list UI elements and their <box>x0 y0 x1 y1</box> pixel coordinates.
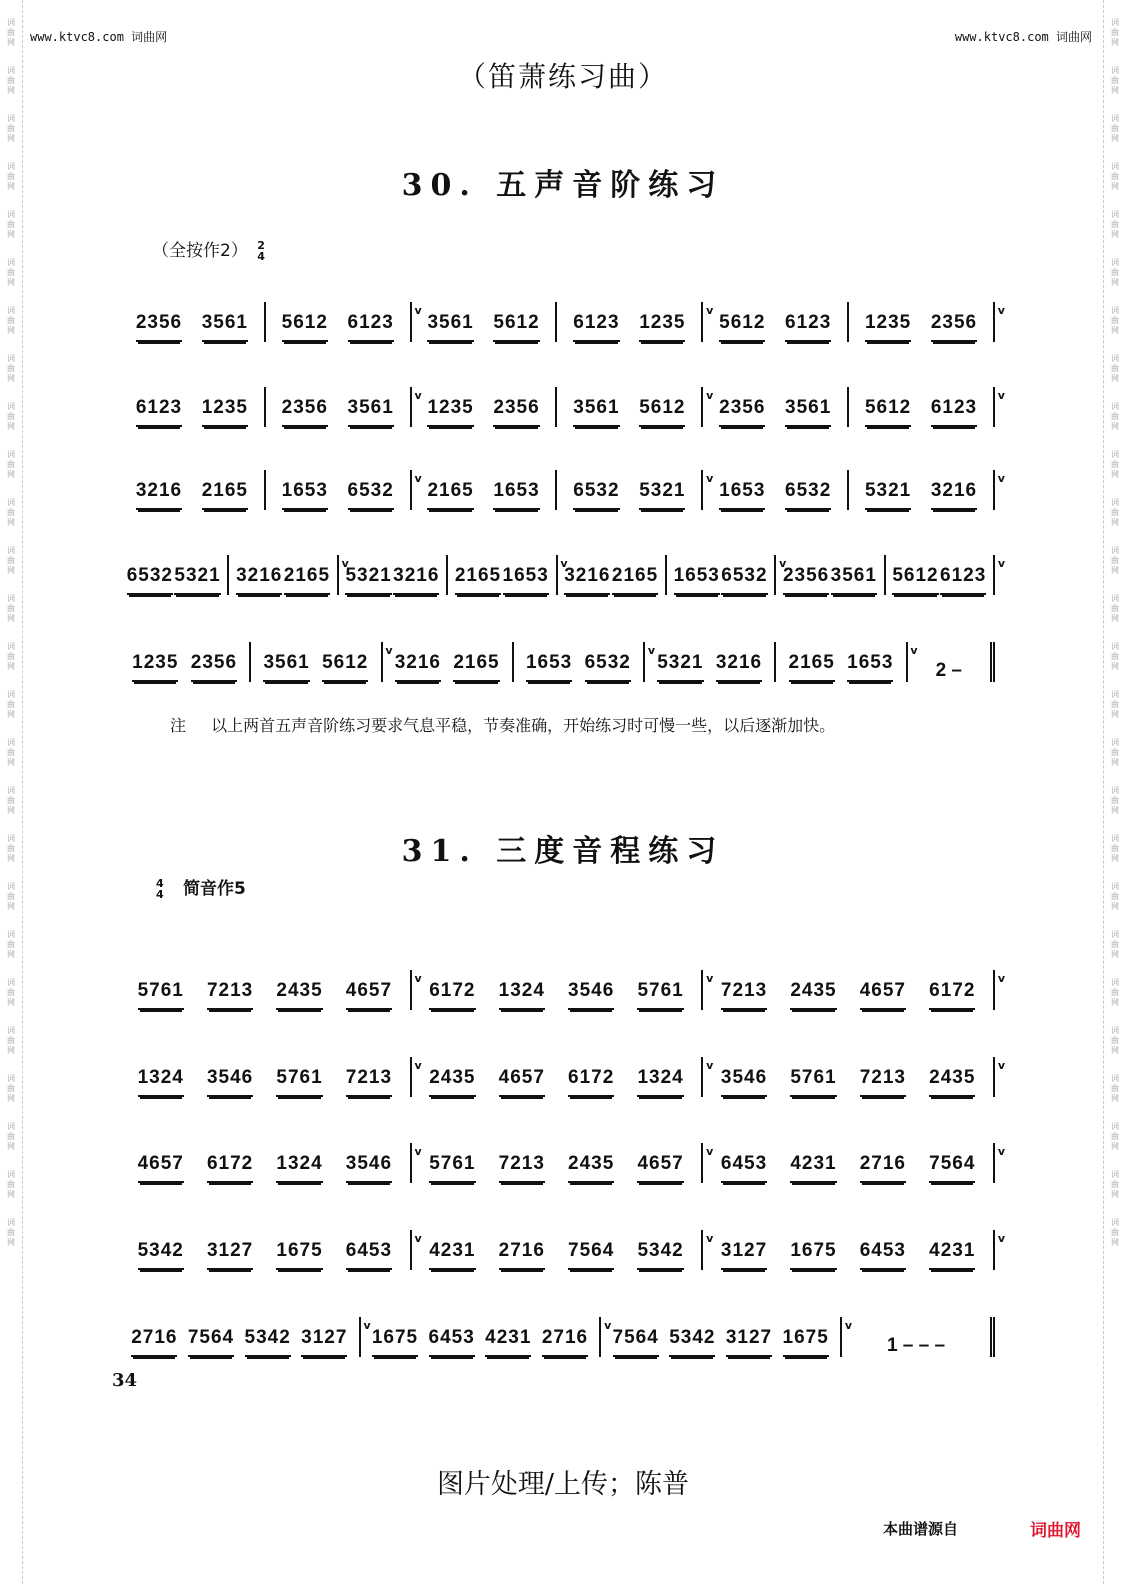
breath-mark-icon: v <box>997 304 1005 317</box>
side-watermark: 词 曲 网 <box>7 1122 15 1151</box>
beat-group: 5761 <box>429 1153 475 1183</box>
beat-group: 5761 <box>637 980 683 1010</box>
side-watermark: 词 曲 网 <box>1111 66 1119 95</box>
breath-mark-icon: v <box>997 1232 1006 1245</box>
beat-group: 2716 <box>499 1240 545 1270</box>
side-watermark: 词 曲 网 <box>1111 1170 1119 1199</box>
side-watermark: 词 曲 网 <box>7 1218 15 1247</box>
beat-group: 1675 <box>790 1240 836 1270</box>
breath-mark-icon: v <box>997 472 1005 485</box>
beat-group: 1324 <box>276 1153 322 1183</box>
right-watermark-strip <box>1103 0 1126 1584</box>
beat-group: 2356 <box>493 397 539 427</box>
side-watermark: 词 曲 网 <box>1111 690 1119 719</box>
beat-group: 3561 <box>831 565 877 595</box>
measure <box>120 1057 422 1097</box>
beat-group: 6453 <box>429 1327 475 1357</box>
side-watermark: 词 曲 网 <box>1111 738 1119 767</box>
measure <box>667 555 787 595</box>
side-watermark: 词 曲 网 <box>1111 642 1119 671</box>
measure <box>120 555 229 595</box>
beat-group: 3546 <box>207 1067 253 1097</box>
beat-group: 4231 <box>429 1240 475 1270</box>
beat-group: 2165 <box>455 565 501 595</box>
beat-group: 2165 <box>202 480 248 510</box>
score-row <box>120 1037 1006 1097</box>
side-watermark: 词 曲 网 <box>7 882 15 911</box>
beat-group: 6453 <box>860 1240 906 1270</box>
beat-group: 5612 <box>322 652 368 682</box>
breath-mark-icon: v <box>647 644 656 657</box>
beat-group: 3216 <box>136 480 182 510</box>
beat-group: 7564 <box>929 1153 975 1183</box>
collection-title: （笛萧练习曲） <box>457 60 668 93</box>
beat-group: 1653 <box>719 480 765 510</box>
final-note: 2 – <box>935 660 962 681</box>
measure <box>120 470 266 510</box>
beat-group: 5761 <box>138 980 184 1010</box>
beat-group: 2165 <box>453 652 499 682</box>
beat-group: 1235 <box>865 312 911 342</box>
side-watermark: 词 曲 网 <box>1111 594 1119 623</box>
side-watermark: 词 曲 网 <box>1111 18 1119 47</box>
beat-group: 3216 <box>395 652 441 682</box>
breath-mark-icon: v <box>910 644 918 657</box>
breath-mark-icon: v <box>341 557 349 570</box>
measure <box>703 1230 1006 1270</box>
side-watermark: 词 曲 网 <box>1111 162 1119 191</box>
breath-mark-icon: v <box>706 1232 714 1245</box>
beat-group: 5612 <box>892 565 938 595</box>
measure <box>849 302 1005 342</box>
beat-group: 3561 <box>573 397 619 427</box>
beat-group: 2165 <box>284 565 330 595</box>
beat-group: 1653 <box>493 480 539 510</box>
beat-group: 7564 <box>188 1327 234 1357</box>
side-watermark: 词 曲 网 <box>7 210 15 239</box>
measure <box>849 387 1005 427</box>
beat-group: 3561 <box>263 652 309 682</box>
side-watermark: 词 曲 网 <box>7 18 15 47</box>
side-watermark: 词 曲 网 <box>7 66 15 95</box>
beat-group: 1324 <box>138 1067 184 1097</box>
side-watermark: 词 曲 网 <box>1111 114 1119 143</box>
side-watermark: 词 曲 网 <box>7 594 15 623</box>
beat-group: 2435 <box>790 980 836 1010</box>
side-watermark: 词 曲 网 <box>1111 546 1119 575</box>
beat-group: 2356 <box>931 312 977 342</box>
measure <box>448 555 568 595</box>
beat-group: 5342 <box>637 1240 683 1270</box>
beat-group: 2165 <box>427 480 473 510</box>
side-watermark: 词 曲 网 <box>1111 306 1119 335</box>
source-label: 本曲谱源自 <box>883 1520 959 1538</box>
beat-group: 1675 <box>783 1327 829 1357</box>
measure <box>120 1230 422 1270</box>
measure <box>383 642 514 682</box>
beat-group: 4657 <box>637 1153 683 1183</box>
beat-group: 2356 <box>282 397 328 427</box>
beat-group: 3561 <box>427 312 473 342</box>
measure <box>558 555 667 595</box>
measure <box>412 1057 714 1097</box>
beat-group: 3216 <box>564 565 610 595</box>
beat-group: 6532 <box>573 480 619 510</box>
side-watermark: 词 曲 网 <box>1111 210 1119 239</box>
final-note: 1 – – – <box>886 1335 946 1356</box>
measure <box>266 387 422 427</box>
score-row <box>120 282 1005 342</box>
beat-group: 3127 <box>726 1327 772 1357</box>
side-watermark: 词 曲 网 <box>1111 1218 1119 1247</box>
side-watermark: 词 曲 网 <box>1111 402 1119 431</box>
beat-group: 2165 <box>789 652 835 682</box>
breath-mark-icon: v <box>414 972 422 985</box>
measure <box>251 642 393 682</box>
breath-mark-icon: v <box>414 1145 422 1158</box>
breath-mark-icon: v <box>414 472 422 485</box>
exercise-note <box>170 713 835 736</box>
beat-group: 3127 <box>207 1240 253 1270</box>
side-watermark: 词 曲 网 <box>1111 450 1119 479</box>
measure <box>849 470 1005 510</box>
breath-mark-icon: v <box>997 389 1005 402</box>
breath-mark-icon: v <box>997 972 1006 985</box>
beat-group: 2165 <box>612 565 658 595</box>
side-watermark: 词 曲 网 <box>7 162 15 191</box>
beat-group: 1675 <box>276 1240 322 1270</box>
site-link[interactable]: www.ktvc8.com 词曲网 <box>30 30 168 44</box>
left-watermark-strip <box>0 0 23 1584</box>
source-brand-logo[interactable]: 词曲网 <box>1030 1521 1081 1541</box>
side-watermark: 词 曲 网 <box>7 258 15 287</box>
beat-group: 6172 <box>207 1153 253 1183</box>
beat-group: 7213 <box>860 1067 906 1097</box>
beat-group: 2356 <box>191 652 237 682</box>
key-note: 简音作5 <box>183 879 246 899</box>
breath-mark-icon: v <box>844 1319 853 1332</box>
measure <box>776 642 918 682</box>
measure <box>514 642 656 682</box>
beat-group: 6172 <box>929 980 975 1010</box>
measure <box>703 970 1006 1010</box>
beat-group: 5342 <box>138 1240 184 1270</box>
beat-group: 7213 <box>721 980 767 1010</box>
measure <box>120 970 422 1010</box>
side-watermark: 词 曲 网 <box>7 834 15 863</box>
breath-mark-icon: v <box>997 557 1005 570</box>
breath-mark-icon: v <box>414 304 422 317</box>
beat-group: 6532 <box>785 480 831 510</box>
breath-mark-icon: v <box>997 1059 1006 1072</box>
beat-group: 4657 <box>138 1153 184 1183</box>
measure <box>703 387 849 427</box>
measure <box>776 555 885 595</box>
measure <box>229 555 349 595</box>
measure <box>120 387 266 427</box>
side-watermark: 词 曲 网 <box>1111 786 1119 815</box>
beat-group: 6172 <box>429 980 475 1010</box>
beat-group: 3546 <box>346 1153 392 1183</box>
breath-mark-icon: v <box>706 1145 714 1158</box>
note-label: 注 <box>170 716 187 735</box>
measure <box>120 1317 371 1357</box>
beat-group: 2435 <box>429 1067 475 1097</box>
measure <box>601 1317 853 1357</box>
site-link[interactable]: www.ktvc8.com 词曲网 <box>954 30 1092 44</box>
beat-group: 5321 <box>865 480 911 510</box>
beat-group: 2356 <box>136 312 182 342</box>
final-measure <box>908 642 995 682</box>
beat-group: 1653 <box>282 480 328 510</box>
beat-group: 5612 <box>719 312 765 342</box>
beat-group: 7213 <box>346 1067 392 1097</box>
side-watermark: 词 曲 网 <box>7 930 15 959</box>
beat-group: 5612 <box>639 397 685 427</box>
side-watermark: 词 曲 网 <box>1111 354 1119 383</box>
beat-group: 3127 <box>301 1327 347 1357</box>
beat-group: 6123 <box>931 397 977 427</box>
side-watermark: 词 曲 网 <box>1111 258 1119 287</box>
breath-mark-icon: v <box>706 972 714 985</box>
measure <box>703 1057 1006 1097</box>
beat-group: 3216 <box>716 652 762 682</box>
score-row <box>120 367 1005 427</box>
breath-mark-icon: v <box>706 1059 714 1072</box>
measure <box>412 970 714 1010</box>
measure <box>266 302 422 342</box>
note-text: 以上两首五声音阶练习要求气息平稳，节奏准确，开始练习时可慢一些，以后逐渐加快。 <box>211 716 836 735</box>
side-watermark: 词 曲 网 <box>7 1074 15 1103</box>
side-watermark: 词 曲 网 <box>1111 834 1119 863</box>
key-note: （全按作2） <box>152 241 248 261</box>
measure <box>703 302 849 342</box>
measure <box>266 470 422 510</box>
side-watermark: 词 曲 网 <box>7 546 15 575</box>
measure <box>557 302 714 342</box>
exercise-30-key <box>152 236 269 262</box>
exercise-31-key <box>152 874 246 900</box>
side-watermark: 词 曲 网 <box>7 450 15 479</box>
upload-credit: 图片处理/上传；陈普 <box>436 1469 690 1500</box>
final-measure <box>842 1317 995 1357</box>
beat-group: 2356 <box>783 565 829 595</box>
score-row <box>120 1297 995 1357</box>
beat-group: 1324 <box>637 1067 683 1097</box>
beat-group: 4657 <box>499 1067 545 1097</box>
score-row <box>120 950 1006 1010</box>
side-watermark: 词 曲 网 <box>1111 498 1119 527</box>
measure <box>412 1143 714 1183</box>
measure <box>412 470 558 510</box>
beat-group: 7213 <box>499 1153 545 1183</box>
beat-group: 2435 <box>568 1153 614 1183</box>
side-watermark: 词 曲 网 <box>7 642 15 671</box>
side-watermark: 词 曲 网 <box>7 114 15 143</box>
measure <box>412 302 558 342</box>
breath-mark-icon: v <box>779 557 787 570</box>
beat-group: 5321 <box>639 480 685 510</box>
measure <box>703 1143 1006 1183</box>
beat-group: 1235 <box>427 397 473 427</box>
beat-group: 7564 <box>613 1327 659 1357</box>
beat-group: 5612 <box>865 397 911 427</box>
beat-group: 3546 <box>568 980 614 1010</box>
side-watermark: 词 曲 网 <box>7 1170 15 1199</box>
beat-group: 2435 <box>276 980 322 1010</box>
beat-group: 6532 <box>127 565 173 595</box>
beat-group: 1653 <box>503 565 549 595</box>
side-watermark: 词 曲 网 <box>7 978 15 1007</box>
score-row <box>120 622 995 682</box>
measure <box>120 302 266 342</box>
side-watermark: 词 曲 网 <box>1111 1074 1119 1103</box>
beat-group: 2356 <box>719 397 765 427</box>
side-watermark: 词 曲 网 <box>1111 1122 1119 1151</box>
beat-group: 1675 <box>372 1327 418 1357</box>
beat-group: 1235 <box>202 397 248 427</box>
side-watermark: 词 曲 网 <box>7 738 15 767</box>
page-number: 34 <box>112 1370 138 1391</box>
side-watermark: 词 曲 网 <box>1111 978 1119 1007</box>
beat-group: 6453 <box>346 1240 392 1270</box>
beat-group: 1235 <box>639 312 685 342</box>
measure <box>361 1317 612 1357</box>
breath-mark-icon: v <box>604 1319 612 1332</box>
beat-group: 5342 <box>669 1327 715 1357</box>
measure <box>120 642 251 682</box>
beat-group: 5321 <box>657 652 703 682</box>
beat-group: 3216 <box>236 565 282 595</box>
beat-group: 5342 <box>245 1327 291 1357</box>
breath-mark-icon: v <box>706 389 714 402</box>
beat-group: 3561 <box>785 397 831 427</box>
measure <box>645 642 776 682</box>
measure <box>120 1143 422 1183</box>
beat-group: 6172 <box>568 1067 614 1097</box>
beat-group: 3216 <box>393 565 439 595</box>
side-watermark: 词 曲 网 <box>7 354 15 383</box>
beat-group: 5321 <box>174 565 220 595</box>
beat-group: 3561 <box>348 397 394 427</box>
measure <box>339 555 448 595</box>
measure <box>412 1230 714 1270</box>
score-row <box>120 1210 1006 1270</box>
breath-mark-icon: v <box>706 304 714 317</box>
beat-group: 5761 <box>276 1067 322 1097</box>
beat-group: 6123 <box>573 312 619 342</box>
side-watermark: 词 曲 网 <box>7 1026 15 1055</box>
measure <box>703 470 849 510</box>
breath-mark-icon: v <box>706 472 714 485</box>
side-watermark: 词 曲 网 <box>7 402 15 431</box>
beat-group: 2716 <box>542 1327 588 1357</box>
side-watermark: 词 曲 网 <box>1111 930 1119 959</box>
beat-group: 6123 <box>940 565 986 595</box>
beat-group: 3561 <box>202 312 248 342</box>
beat-group: 6453 <box>721 1153 767 1183</box>
side-watermark: 词 曲 网 <box>7 306 15 335</box>
breath-mark-icon: v <box>414 1059 422 1072</box>
measure <box>412 387 558 427</box>
beat-group: 6532 <box>585 652 631 682</box>
beat-group: 3546 <box>721 1067 767 1097</box>
beat-group: 5761 <box>790 1067 836 1097</box>
exercise-30-title: 30. 五声音阶练习 <box>401 168 725 203</box>
beat-group: 4231 <box>790 1153 836 1183</box>
breath-mark-icon: v <box>414 1232 422 1245</box>
time-signature: 4 4 <box>156 877 164 901</box>
beat-group: 6123 <box>348 312 394 342</box>
side-watermark: 词 曲 网 <box>7 498 15 527</box>
beat-group: 7213 <box>207 980 253 1010</box>
beat-group: 2716 <box>860 1153 906 1183</box>
beat-group: 5321 <box>345 565 391 595</box>
beat-group: 7564 <box>568 1240 614 1270</box>
measure <box>886 555 1005 595</box>
measure <box>557 387 714 427</box>
breath-mark-icon: v <box>560 557 568 570</box>
beat-group: 1653 <box>526 652 572 682</box>
beat-group: 5612 <box>282 312 328 342</box>
side-watermark: 词 曲 网 <box>1111 1026 1119 1055</box>
beat-group: 4231 <box>485 1327 531 1357</box>
beat-group: 5612 <box>493 312 539 342</box>
beat-group: 1653 <box>674 565 720 595</box>
beat-group: 2435 <box>929 1067 975 1097</box>
beat-group: 6532 <box>721 565 767 595</box>
beat-group: 3127 <box>721 1240 767 1270</box>
breath-mark-icon: v <box>363 1319 371 1332</box>
beat-group: 6123 <box>785 312 831 342</box>
exercise-31-title: 31. 三度音程练习 <box>401 834 725 869</box>
beat-group: 6532 <box>348 480 394 510</box>
breath-mark-icon: v <box>997 1145 1006 1158</box>
score-row <box>120 535 1005 595</box>
beat-group: 4231 <box>929 1240 975 1270</box>
beat-group: 4657 <box>346 980 392 1010</box>
score-row <box>120 1123 1006 1183</box>
beat-group: 6123 <box>136 397 182 427</box>
beat-group: 1324 <box>499 980 545 1010</box>
side-watermark: 词 曲 网 <box>7 690 15 719</box>
beat-group: 1653 <box>847 652 893 682</box>
side-watermark: 词 曲 网 <box>1111 882 1119 911</box>
breath-mark-icon: v <box>385 644 393 657</box>
measure <box>557 470 714 510</box>
score-row <box>120 450 1005 510</box>
beat-group: 3216 <box>931 480 977 510</box>
beat-group: 1235 <box>132 652 178 682</box>
beat-group: 2716 <box>131 1327 177 1357</box>
side-watermark: 词 曲 网 <box>7 786 15 815</box>
time-signature: 2 4 <box>257 239 265 263</box>
breath-mark-icon: v <box>414 389 422 402</box>
beat-group: 4657 <box>860 980 906 1010</box>
